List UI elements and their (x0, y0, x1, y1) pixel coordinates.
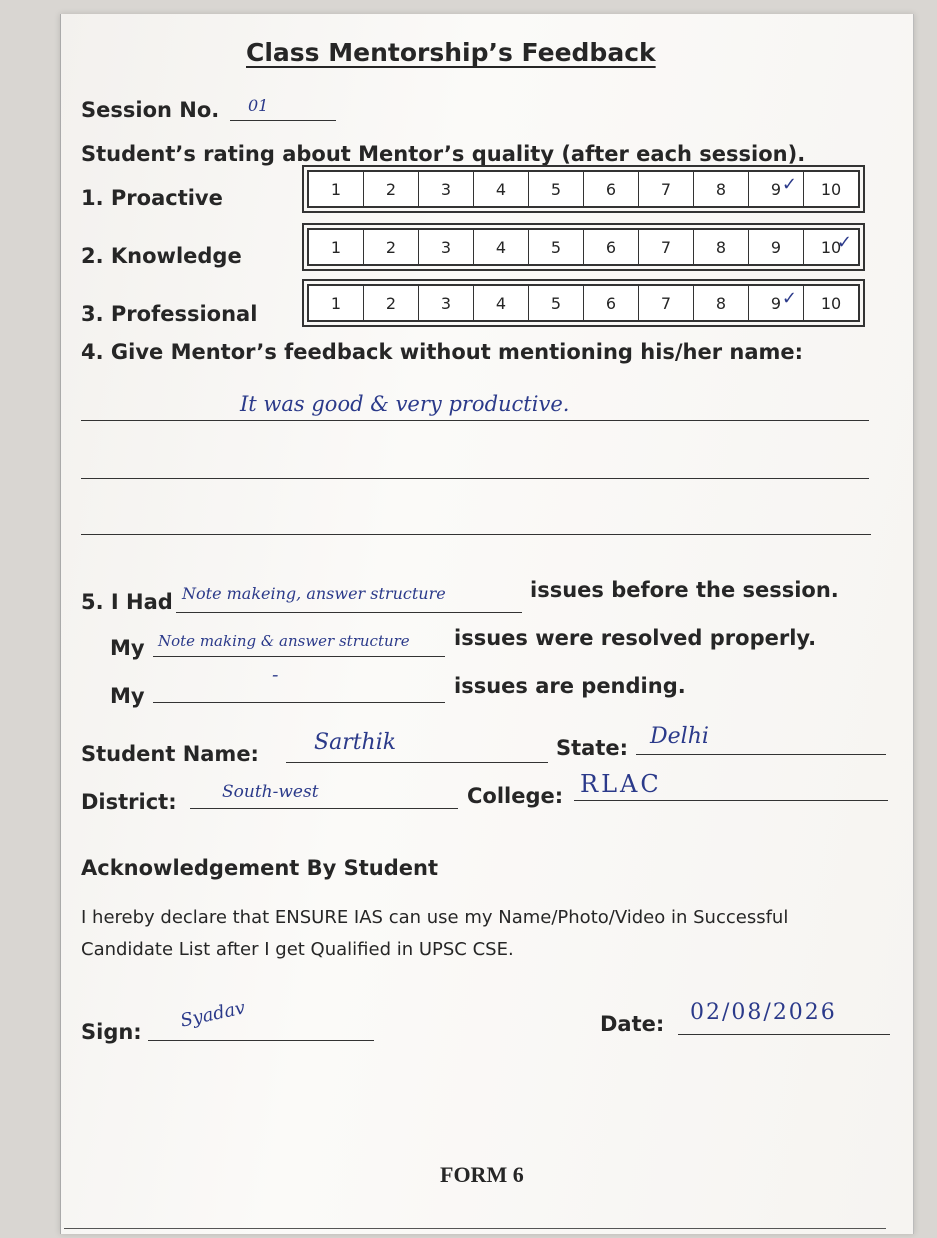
rating-cell[interactable] (309, 172, 364, 206)
ack-text-line-1: I hereby declare that ENSURE IAS can use my Name/Photo/Video in Successful (81, 907, 789, 928)
rating-cell-number: 6 (605, 179, 617, 199)
feedback-line-1 (81, 420, 869, 421)
district-line (190, 808, 458, 809)
rating-cell-number: 2 (385, 237, 397, 257)
rating-cell-number: 7 (660, 179, 672, 199)
rating-cell-number: 5 (550, 237, 562, 257)
rating-cell-number: 8 (715, 179, 727, 199)
checkmark-icon: ✓ (781, 174, 797, 195)
rating-cell[interactable] (419, 230, 474, 264)
rating-cell[interactable] (584, 286, 639, 320)
rating-cell-number: 10 (820, 179, 842, 199)
rating-cell[interactable] (364, 286, 419, 320)
rating-heading: Student’s rating about Mentor’s quality (after each session). (81, 142, 806, 166)
rating-cell[interactable] (309, 230, 364, 264)
student-name-value[interactable]: Sarthik (314, 730, 397, 755)
rating-cell-number: 10 (820, 237, 842, 257)
issues-pending-line (153, 702, 445, 703)
issues-had-suffix: issues before the session. (530, 578, 839, 602)
session-line (230, 120, 336, 121)
rating-cell[interactable] (529, 172, 584, 206)
rating-cell-number: 6 (605, 237, 617, 257)
rating-cell-number: 1 (330, 293, 342, 313)
rating-cell-number: 1 (330, 179, 342, 199)
rating-cell-number: 2 (385, 179, 397, 199)
form-number: FORM 6 (440, 1162, 524, 1187)
rating-cell[interactable] (474, 286, 529, 320)
rating-cell[interactable] (749, 286, 804, 320)
feedback-label: 4. Give Mentor’s feedback without mentioning his/her name: (81, 340, 804, 364)
college-line (574, 800, 888, 801)
rating-cell-number: 3 (440, 179, 452, 199)
sign-line (148, 1040, 374, 1041)
rating-cell-number: 4 (495, 293, 507, 313)
rating-cell[interactable] (804, 286, 858, 320)
rating-cell[interactable] (694, 172, 749, 206)
feedback-answer[interactable]: It was good & very productive. (240, 392, 570, 416)
issues-pending-value[interactable]: - (272, 664, 279, 686)
rating-cell-number: 8 (715, 293, 727, 313)
state-line (636, 754, 886, 755)
rating-cell[interactable] (529, 286, 584, 320)
rating-cell[interactable] (474, 172, 529, 206)
rating-cell-number: 7 (660, 293, 672, 313)
issues-resolved-line (153, 656, 445, 657)
rating-cell[interactable] (529, 230, 584, 264)
rating-cell[interactable] (639, 172, 694, 206)
rating-cell-number: 9 (770, 237, 782, 257)
date-value[interactable]: 02/08/2026 (690, 1000, 837, 1025)
rating-cell[interactable] (584, 230, 639, 264)
rating-cell-number: 4 (495, 179, 507, 199)
rating-cell[interactable] (639, 286, 694, 320)
date-line (678, 1034, 890, 1035)
issues-resolved-suffix: issues were resolved properly. (454, 626, 817, 650)
rating-cell-number: 9 (770, 293, 782, 313)
feedback-line-2 (81, 478, 869, 479)
rating-label-proactive: 1. Proactive (81, 186, 223, 210)
rating-cell[interactable] (584, 172, 639, 206)
signature[interactable]: Syadav (178, 997, 248, 1032)
district-value[interactable]: South-west (222, 782, 319, 802)
issues-pending-prefix: My (110, 684, 145, 708)
rating-cell[interactable] (749, 172, 804, 206)
sign-label: Sign: (81, 1020, 142, 1044)
rating-cell[interactable] (694, 286, 749, 320)
rating-cell[interactable] (364, 230, 419, 264)
issues-resolved-value[interactable]: Note making & answer structure (158, 632, 410, 650)
rating-cell[interactable] (419, 286, 474, 320)
rating-cell[interactable] (309, 286, 364, 320)
rating-cell-number: 4 (495, 237, 507, 257)
rating-cell-number: 5 (550, 179, 562, 199)
rating-label-knowledge: 2. Knowledge (81, 244, 242, 268)
rating-cell[interactable] (694, 230, 749, 264)
student-name-line (286, 762, 548, 763)
college-value[interactable]: RLAC (580, 770, 662, 798)
rating-cell-number: 8 (715, 237, 727, 257)
issues-had-line (176, 612, 522, 613)
issues-pending-suffix: issues are pending. (454, 674, 686, 698)
state-value[interactable]: Delhi (650, 724, 709, 749)
rating-scale-proactive (307, 170, 860, 208)
rating-cell[interactable] (419, 172, 474, 206)
issues-had-value[interactable]: Note makeing, answer structure (182, 584, 446, 603)
rating-cell[interactable] (804, 172, 858, 206)
rating-cell-number: 1 (330, 237, 342, 257)
ack-heading: Acknowledgement By Student (81, 856, 438, 880)
checkmark-icon: ✓ (836, 232, 852, 253)
issues-resolved-prefix: My (110, 636, 145, 660)
rating-label-professional: 3. Professional (81, 302, 258, 326)
date-label: Date: (600, 1012, 665, 1036)
rating-cell[interactable] (364, 172, 419, 206)
feedback-line-3 (81, 534, 871, 535)
rating-cell[interactable] (474, 230, 529, 264)
rating-cell-number: 7 (660, 237, 672, 257)
rating-scale-knowledge (307, 228, 860, 266)
ack-text-line-2: Candidate List after I get Qualified in UPSC CSE. (81, 939, 514, 960)
rating-scale-professional (307, 284, 860, 322)
rating-cell-number: 3 (440, 237, 452, 257)
rating-cell-number: 10 (820, 293, 842, 313)
rating-cell-number: 6 (605, 293, 617, 313)
college-label: College: (467, 784, 564, 808)
session-label: Session No. (81, 98, 220, 122)
checkmark-icon: ✓ (781, 288, 797, 309)
state-label: State: (556, 736, 629, 760)
district-label: District: (81, 790, 177, 814)
rating-cell-number: 5 (550, 293, 562, 313)
issues-had-prefix: 5. I Had (81, 590, 173, 614)
rating-cell-number: 9 (770, 179, 782, 199)
rating-cell[interactable] (639, 230, 694, 264)
rating-cell-number: 2 (385, 293, 397, 313)
rating-cell[interactable] (749, 230, 804, 264)
session-value[interactable]: 01 (248, 96, 269, 115)
rating-cell-number: 3 (440, 293, 452, 313)
rating-cell[interactable] (804, 230, 858, 264)
form-title: Class Mentorship’s Feedback (246, 38, 656, 67)
student-name-label: Student Name: (81, 742, 259, 766)
